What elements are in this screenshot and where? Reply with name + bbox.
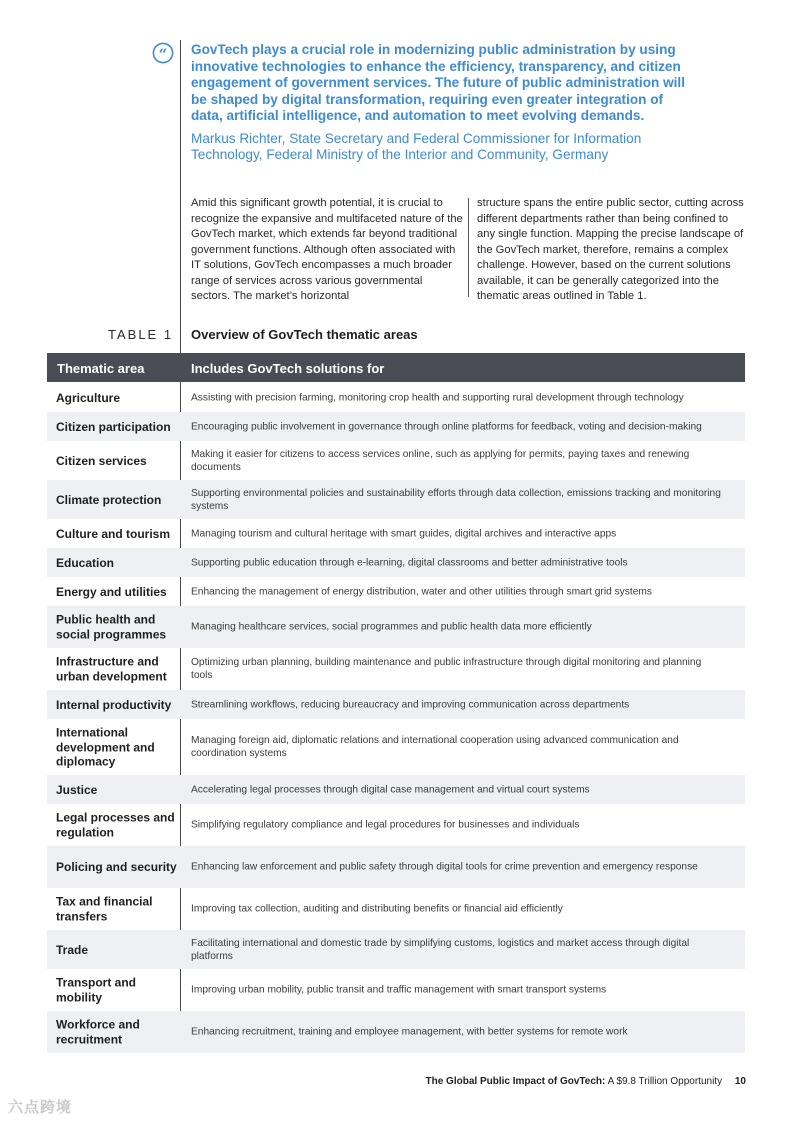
- page-number: 10: [734, 1076, 746, 1087]
- thematic-area-cell: International development and diplomacy: [56, 725, 155, 769]
- table-row: [47, 519, 745, 548]
- table-row: [47, 930, 745, 969]
- header-solutions: Includes GovTech solutions for: [191, 361, 385, 376]
- thematic-area-cell: Transport and mobility: [56, 975, 137, 1004]
- solution-description-cell: Enhancing law enforcement and public safety through digital tools for crime prevention and emergency response: [191, 861, 698, 873]
- table-header: [47, 353, 745, 382]
- thematic-area-cell: Legal processes and regulation: [56, 810, 175, 839]
- thematic-area-cell: Culture and tourism: [56, 526, 171, 541]
- solution-description-cell: Simplifying regulatory compliance and legal procedures for businesses and individuals: [191, 819, 580, 831]
- thematic-area-cell: Trade: [56, 942, 89, 957]
- thematic-area-cell: Climate protection: [56, 492, 162, 507]
- quote-attribution: Markus Richter, State Secretary and Federal Commissioner for Information Technology, Federal Ministry of the Interior and Community, Germany: [191, 131, 642, 163]
- body-text-left: Amid this significant growth potential, it is crucial to recognize the expansive and multifaceted nature of the GovTech market, which extends far beyond traditional government functions. Although often associated with IT solutions, GovTech encompasses a much broader range of services across various governmental sectors. The market’s horizontal: [191, 197, 463, 302]
- table-row: [47, 548, 745, 577]
- table-row: [47, 719, 745, 775]
- table-row: [47, 1011, 745, 1053]
- table-row: [47, 775, 745, 804]
- body-text-right: structure spans the entire public sector, cutting across different departments rather than being confined to any single function. Mapping the precise landscape of the GovTech market, therefore, remains a complex challenge. However, based on the current solutions available, it can be generally categorized into the thematic areas outlined in Table 1.: [477, 197, 744, 302]
- solution-description-cell: Managing foreign aid, diplomatic relations and international cooperation using advanced communication and coordination systems: [191, 735, 679, 759]
- solution-description-cell: Enhancing recruitment, training and employee management, with better systems for remote work: [191, 1026, 628, 1038]
- table-row: [47, 577, 745, 606]
- solution-description-cell: Improving tax collection, auditing and distributing benefits or financial aid efficiently: [191, 903, 563, 915]
- page-footer: [426, 1076, 747, 1087]
- solution-description-cell: Encouraging public involvement in governance through online platforms for feedback, voting and decision-making: [191, 421, 702, 432]
- table-row: [47, 383, 745, 412]
- watermark: 六点跨境: [8, 1099, 73, 1116]
- solution-description-cell: Optimizing urban planning, building maintenance and public infrastructure through digital monitoring and planning tools: [191, 657, 702, 681]
- solution-description-cell: Supporting environmental policies and sustainability efforts through data collection, emissions tracking and monitoring systems: [191, 487, 721, 512]
- table-row: [47, 690, 745, 719]
- table-row: [47, 888, 745, 930]
- table-label: TABLE 1: [108, 327, 174, 342]
- thematic-area-cell: Energy and utilities: [56, 584, 167, 599]
- thematic-area-cell: Tax and financial transfers: [56, 894, 153, 923]
- solution-description-cell: Assisting with precision farming, monitoring crop health and supporting rural development through technology: [191, 392, 684, 403]
- table-row: [47, 804, 745, 846]
- solution-description-cell: Enhancing the management of energy distribution, water and other utilities through smart grid systems: [191, 586, 652, 597]
- solution-description-cell: Accelerating legal processes through digital case management and virtual court systems: [191, 784, 590, 795]
- solution-description-cell: Managing tourism and cultural heritage with smart guides, digital archives and interactive apps: [191, 528, 617, 539]
- footer-title-rest: A $9.8 Trillion Opportunity: [607, 1076, 723, 1087]
- table-row: [47, 441, 745, 480]
- header-thematic-area: Thematic area: [57, 361, 145, 376]
- thematic-area-cell: Education: [56, 555, 115, 570]
- footer-title-bold: The Global Public Impact of GovTech:: [425, 1076, 606, 1087]
- thematic-area-cell: Agriculture: [56, 390, 121, 405]
- quote-icon: [152, 42, 174, 64]
- table-row: [47, 648, 745, 690]
- table-title: Overview of GovTech thematic areas: [191, 327, 418, 342]
- table-body: [47, 383, 745, 1053]
- thematic-area-cell: Policing and security: [56, 859, 177, 874]
- solution-description-cell: Supporting public education through e-learning, digital classrooms and better administrative tools: [191, 557, 628, 568]
- thematic-area-cell: Citizen participation: [56, 419, 171, 434]
- table-row: [47, 606, 745, 648]
- thematic-area-cell: Justice: [56, 782, 98, 797]
- thematic-area-cell: Internal productivity: [56, 697, 172, 712]
- solution-description-cell: Managing healthcare services, social programmes and public health data more efficiently: [191, 621, 592, 633]
- thematic-area-cell: Citizen services: [56, 453, 147, 468]
- solution-description-cell: Making it easier for citizens to access services online, such as applying for permits, paying taxes and renewing documents: [191, 448, 690, 473]
- table-row: [47, 846, 745, 888]
- table-row: [47, 969, 745, 1011]
- pull-quote: GovTech plays a crucial role in modernizing public administration by using innovative technologies to enhance the efficiency, transparency, and citizen engagement of government services. The future of public administration will be shaped by digital transformation, requiring even greater integration of data, artificial intelligence, and automation to meet evolving demands.: [191, 42, 685, 124]
- thematic-area-cell: Public health and social programmes: [56, 612, 167, 641]
- table-row: [47, 480, 745, 519]
- column-separator: [468, 198, 469, 297]
- thematic-area-cell: Workforce and recruitment: [56, 1017, 140, 1046]
- thematic-area-cell: Infrastructure and urban development: [56, 654, 167, 683]
- solution-description-cell: Improving urban mobility, public transit and traffic management with smart transport systems: [191, 984, 607, 996]
- solution-description-cell: Streamlining workflows, reducing bureaucracy and improving communication across departments: [191, 699, 630, 710]
- solution-description-cell: Facilitating international and domestic trade by simplifying customs, logistics and market access through digital platforms: [191, 937, 690, 962]
- table-row: [47, 412, 745, 441]
- svg-text:“: “: [158, 45, 168, 64]
